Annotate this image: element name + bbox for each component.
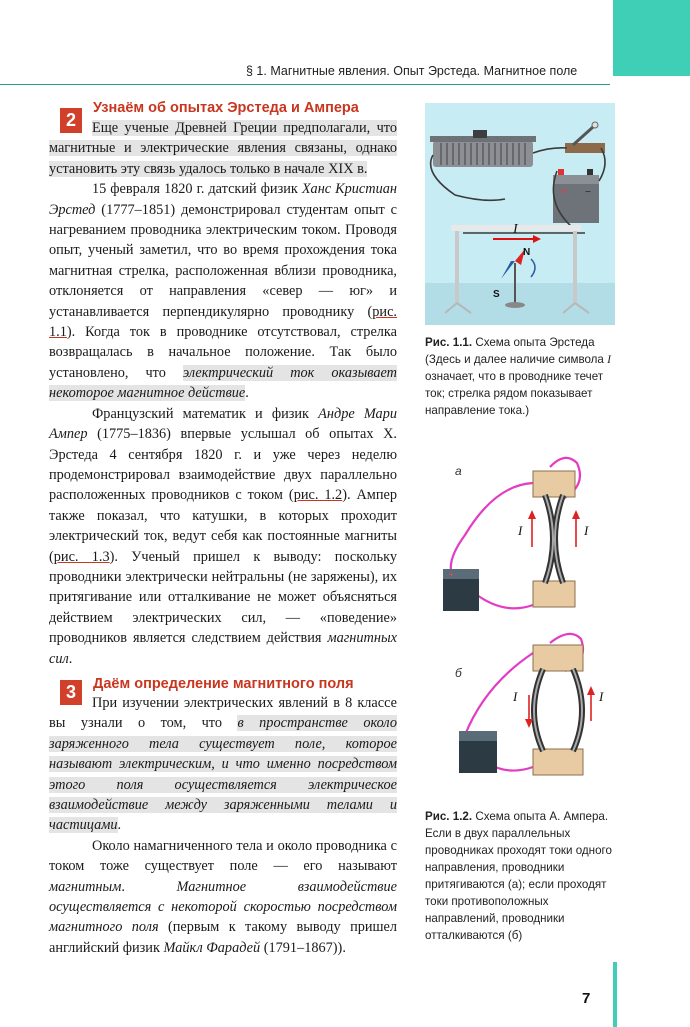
current-label: I (513, 222, 518, 237)
section2-body (49, 118, 397, 669)
current-label-a-left: I (518, 523, 523, 538)
s3-paragraph-1: При изучении электрических явлений в 8 классе вы узнали о том, что в пространстве около заряженного тела существует поле, которое называют электрическим, и что именно посредством этого поля осуществляется электрическое взаимодействие между заряженными телами и частицами. (49, 695, 397, 834)
current-label-b-right: I (599, 689, 604, 704)
figure-ref-1-3[interactable]: рис. 1.3 (53, 548, 110, 565)
current-label-b-left: I (513, 689, 518, 704)
svg-text:−: − (585, 187, 591, 198)
s2-paragraph-2: 15 февраля 1820 г. датский физик Ханс Кристиан Эрстед (1777–1851) демонстрировал студентам опыт с нагреванием проводника электрическим током. Проводя опыт, ученый заметил, что во время прохождения тока магнитная стрелка, расположенная вблизи проводника, отклоняется от направления «север — юг» и устанавливается перпендикулярно проводнику (рис. 1.1). Когда ток в проводнике отсутствовал, стрелка возвращалась в начальное положение. Так было установлено, что электрический ток оказывает некоторое магнитное действие. (49, 181, 397, 402)
corner-tab (613, 0, 690, 76)
figure1-caption: Рис. 1.1. Схема опыта Эрстеда (Здесь и далее наличие символа I означает, что в проводнике течет ток; стрелка рядом показывает направление тока.) (425, 336, 611, 417)
figure2-caption: Рис. 1.2. Схема опыта А. Ампера. Если в двух параллельных проводниках проходят токи одного направления, проводники притягиваются (а); если проходят токи противоположных направлений, проводники отталкиваются (б) (425, 810, 612, 942)
section-number-2: 2 (60, 108, 82, 133)
figure-ref-1-1[interactable]: рис. 1.1 (49, 303, 397, 341)
running-title: § 1. Магнитные явления. Опыт Эрстеда. Магнитное поле (246, 64, 578, 78)
oersted-experiment-figure (425, 103, 615, 325)
section3-body (49, 693, 397, 958)
figure-ref-1-2[interactable]: рис. 1.2 (293, 487, 343, 504)
header-rule (0, 84, 610, 85)
ampere-setup-b (459, 634, 595, 775)
ampere-setup-a (443, 458, 580, 611)
north-label: N (523, 247, 531, 258)
s2-paragraph-1: Еще ученые Древней Греции предполагали, что магнитные и электрические явления связаны, однако установить эту связь удалось только в начале XIX в. (49, 120, 397, 177)
label-b: б (455, 666, 462, 680)
svg-text:+: + (449, 570, 454, 579)
south-label: S (493, 289, 500, 300)
section-title-3: Даём определение магнитного поля (93, 676, 354, 692)
battery (553, 169, 599, 223)
label-a: а (455, 464, 462, 478)
s2-paragraph-3: Французский математик и физик Андре Мари Ампер (1775–1836) впервые услышал об опытах Х. Эрстеда 4 сентября 1820 г. и уже через неделю продемонстрировал взаимодействие двух параллельно расположенных проводников с током (рис. 1.2). Ампер также показал, что катушки, в которых проходит электрический ток, ведут себя как постоянные магниты (рис. 1.3). Ученый пришел к выводу: поскольку проводники электрически нейтральны (не заряжены), их притягивание или отталкивание не может объясняться действием электрических сил, — «поведение» проводников является следствием действия магнитных сил. (49, 405, 397, 667)
side-accent-strip (613, 962, 617, 1027)
section-title-2: Узнаём об опытах Эрстеда и Ампера (93, 100, 359, 116)
ampere-experiment-figure (425, 455, 615, 795)
current-label-a-right: I (584, 523, 589, 538)
section-number-3: 3 (60, 680, 82, 705)
svg-text:+: + (561, 187, 567, 198)
page-number: 7 (582, 990, 591, 1007)
s3-paragraph-2: Около намагниченного тела и около проводника с током тоже существует поле — его называют магнитным. Магнитное взаимодействие осуществляется с некоторой скоростью посредством магнитного поля (первым к такому выводу пришел английский физик Майкл Фарадей (1791–1867)). (49, 837, 398, 956)
